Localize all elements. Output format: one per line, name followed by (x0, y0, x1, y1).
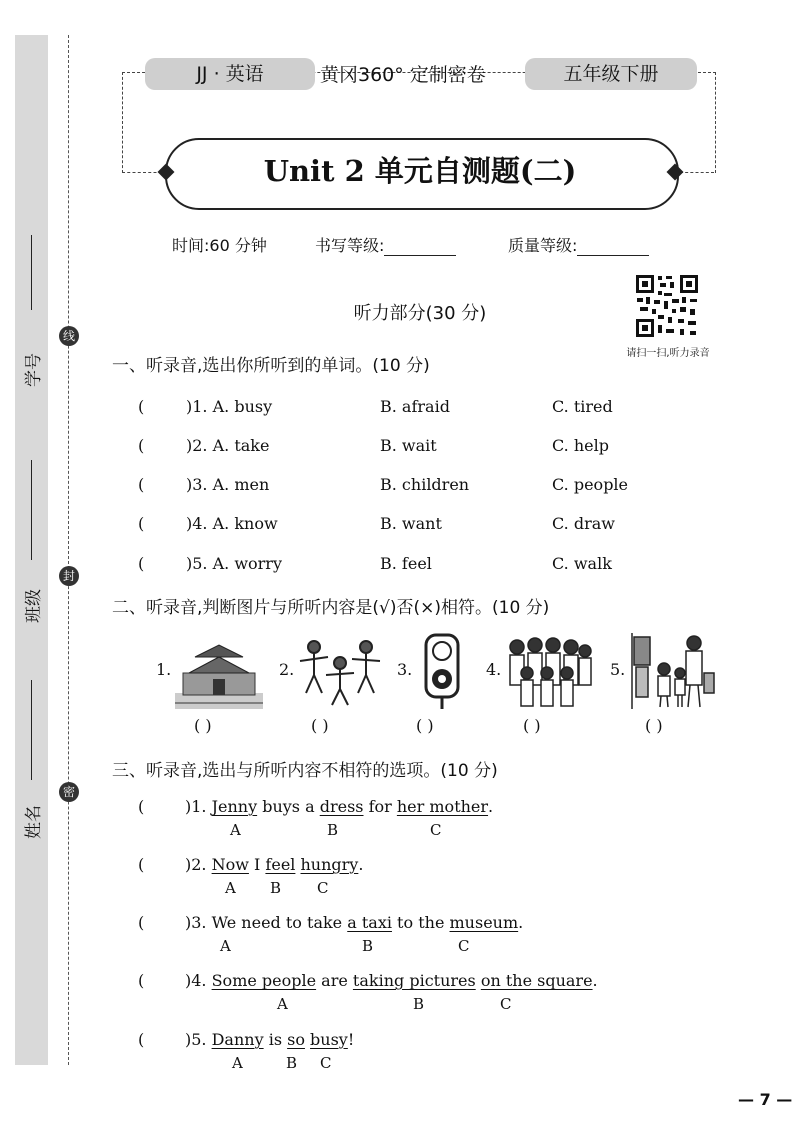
label-b: B (270, 879, 282, 897)
class-line (31, 460, 32, 560)
segment-c: hungry (300, 855, 359, 874)
quality-grade-label: 质量等级: (508, 236, 578, 255)
cut-line (68, 35, 69, 1065)
q2-option-a: )2. A. take (186, 436, 270, 455)
q5-option-b: B. feel (380, 554, 432, 573)
traffic-light-picture (410, 633, 498, 709)
q1-option-a: )1. A. busy (186, 397, 273, 416)
sentence-text: ! (347, 1030, 355, 1049)
sentence-text: is (263, 1030, 288, 1049)
sentence-text: I (248, 855, 266, 874)
subject-pill: JJ · 英语 (145, 58, 315, 90)
answer-bracket-5[interactable]: ( ) (645, 716, 663, 735)
dancing-people-picture (296, 633, 384, 709)
section3-heading: 三、听录音,选出与所听内容不相符的选项。(10 分) (112, 761, 498, 781)
label-a: A (220, 937, 231, 955)
sentence-prefix: )3. We need to take (185, 913, 348, 932)
writing-grade (315, 233, 456, 256)
segment-a: Some people (211, 971, 317, 990)
quality-grade-blank (577, 239, 649, 256)
label-c: C (430, 821, 442, 839)
listening-part-title: 听力部分(30 分) (353, 303, 487, 324)
quality-grade (508, 233, 649, 256)
sentence-text: are (316, 971, 353, 990)
q4-option-c: C. draw (552, 514, 615, 533)
answer-paren: ( (138, 554, 145, 573)
q3-option-b: B. children (380, 475, 470, 494)
family-shopping-picture (628, 633, 716, 709)
label-b: B (413, 995, 425, 1013)
label-c: C (458, 937, 470, 955)
picture-number: 4. (486, 660, 502, 679)
label-b: B (362, 937, 374, 955)
label-c: C (500, 995, 512, 1013)
label-a: A (277, 995, 288, 1013)
q5-option-c: C. walk (552, 554, 612, 573)
q2-option-c: C. help (552, 436, 609, 455)
seal-char-line: 线 (59, 326, 79, 346)
sentence-text: to the (391, 913, 450, 932)
series-name: 黄冈360° 定制密卷 (320, 64, 486, 86)
answer-bracket-1[interactable]: ( ) (194, 716, 212, 735)
q3-option-a: )3. A. men (186, 475, 270, 494)
q1-option-c: C. tired (552, 397, 613, 416)
student-id-line (31, 235, 32, 310)
q5-option-a: )5. A. worry (186, 554, 282, 573)
answer-paren: ( (138, 514, 145, 533)
label-a: A (232, 1054, 243, 1072)
segment-b: so (287, 1030, 305, 1049)
q1-option-b: B. afraid (380, 397, 450, 416)
qr-code-icon (634, 273, 700, 339)
sentence-prefix: )5. (185, 1030, 212, 1049)
time-info: 时间:60 分钟 (172, 236, 267, 255)
label-b: B (286, 1054, 298, 1072)
sentence-text: . (518, 913, 524, 932)
segment-c: busy (310, 1030, 348, 1049)
sentence-2 (185, 855, 363, 874)
q3-option-c: C. people (552, 475, 629, 494)
group-of-children-picture (505, 633, 593, 709)
picture-number: 3. (397, 660, 413, 679)
label-a: A (230, 821, 241, 839)
sentence-1 (185, 797, 493, 816)
segment-c: her mother (396, 797, 489, 816)
answer-bracket-4[interactable]: ( ) (523, 716, 541, 735)
q4-option-a: )4. A. know (186, 514, 278, 533)
student-id-label: 学号 (24, 353, 44, 387)
answer-paren: ( (138, 913, 145, 932)
segment-b: feel (265, 855, 296, 874)
writing-grade-blank (384, 239, 456, 256)
sentence-text: . (488, 797, 494, 816)
answer-paren: ( (138, 436, 145, 455)
name-line (31, 680, 32, 780)
sentence-prefix: )4. (185, 971, 212, 990)
sentence-prefix: )1. (185, 797, 212, 816)
sentence-4 (185, 971, 598, 990)
sentence-prefix: )2. (185, 855, 212, 874)
answer-bracket-2[interactable]: ( ) (311, 716, 329, 735)
qr-caption: 请扫一扫,听力录音 (626, 348, 710, 359)
page-title: Unit 2 单元自测题(二) (263, 154, 577, 188)
page-number: — 7 — (738, 1090, 793, 1109)
header-bracket-right (680, 172, 714, 173)
class-label: 班级 (24, 589, 44, 623)
q4-option-b: B. want (380, 514, 442, 533)
segment-c: on the square (480, 971, 593, 990)
answer-paren: ( (138, 1030, 145, 1049)
picture-number: 1. (156, 660, 172, 679)
segment-b: a taxi (347, 913, 392, 932)
section2-heading: 二、听录音,判断图片与所听内容是(√)否(×)相符。(10 分) (112, 598, 550, 618)
label-c: C (317, 879, 329, 897)
sentence-text: buys a (257, 797, 320, 816)
label-b: B (327, 821, 339, 839)
answer-paren: ( (138, 397, 145, 416)
segment-a: Danny (211, 1030, 264, 1049)
name-label: 姓名 (24, 805, 44, 839)
segment-b: dress (319, 797, 364, 816)
sentence-text: . (358, 855, 364, 874)
sentence-text: . (592, 971, 598, 990)
answer-paren: ( (138, 971, 145, 990)
answer-paren: ( (138, 797, 145, 816)
answer-bracket-3[interactable]: ( ) (416, 716, 434, 735)
segment-b: taking pictures (352, 971, 476, 990)
label-a: A (225, 879, 236, 897)
label-c: C (320, 1054, 332, 1072)
writing-grade-label: 书写等级: (315, 236, 385, 255)
sentence-text: for (363, 797, 397, 816)
answer-paren: ( (138, 855, 145, 874)
answer-paren: ( (138, 475, 145, 494)
segment-c: museum (449, 913, 519, 932)
picture-number: 5. (610, 660, 626, 679)
seal-char-seal: 封 (59, 566, 79, 586)
grade-pill: 五年级下册 (525, 58, 697, 90)
q2-option-b: B. wait (380, 436, 437, 455)
sentence-3 (185, 913, 523, 932)
segment-a: Jenny (211, 797, 258, 816)
section1-heading: 一、听录音,选出你所听到的单词。(10 分) (112, 356, 430, 376)
sentence-5 (185, 1030, 354, 1049)
segment-a: Now (211, 855, 249, 874)
seal-char-secret: 密 (59, 782, 79, 802)
picture-number: 2. (279, 660, 295, 679)
tiananmen-picture (175, 633, 263, 709)
